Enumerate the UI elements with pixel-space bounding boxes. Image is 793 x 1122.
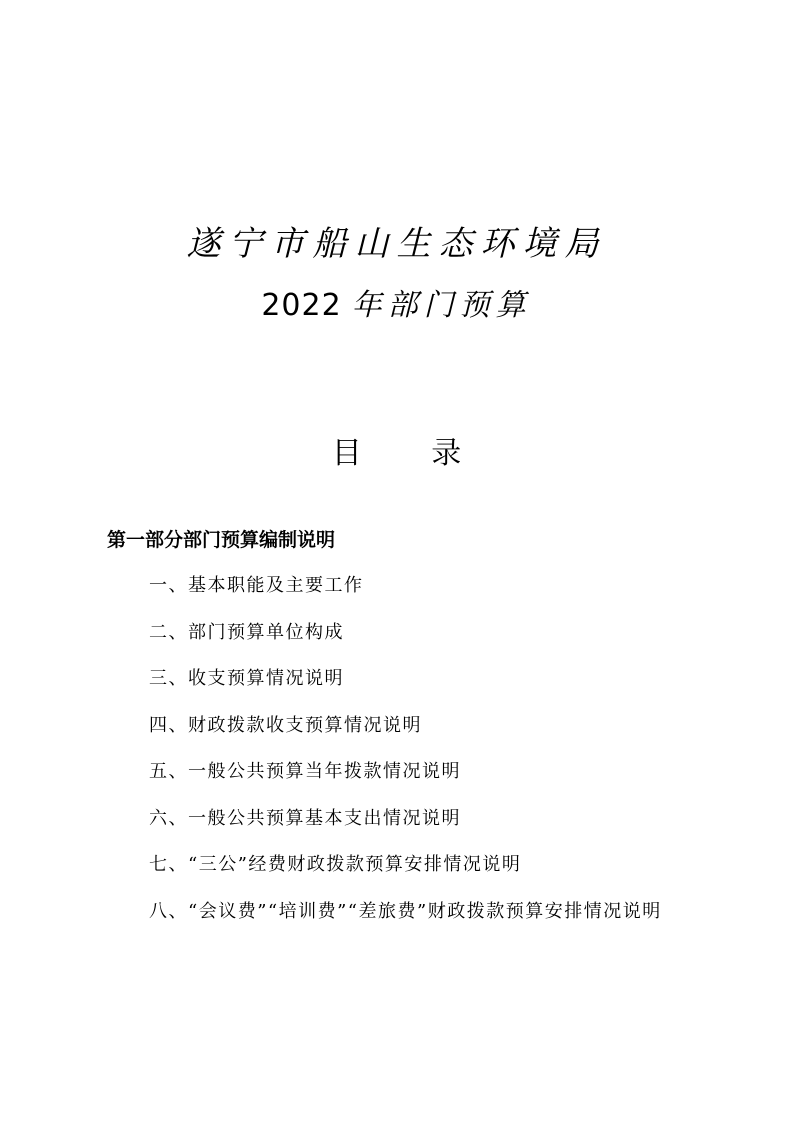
document-title-year: 2022: [261, 288, 342, 323]
toc-part-1: 第一部分部门预算编制说明: [107, 529, 336, 551]
toc-item-3: 三、收支预算情况说明: [149, 668, 344, 689]
toc-item-6: 六、一般公共预算基本支出情况说明: [149, 807, 461, 829]
toc-heading: 目 录: [331, 436, 492, 471]
toc-item-5: 五、一般公共预算当年拨款情况说明: [149, 761, 461, 782]
toc-item-4: 四、财政拨款收支预算情况说明: [149, 714, 422, 736]
toc-item-7: 七、“三公”经费财政拨款预算安排情况说明: [149, 854, 522, 875]
toc-item-8: 八、“会议费”“培训费”“差旅费”财政拨款预算安排情况说明: [149, 900, 662, 922]
toc-item-1: 一、基本职能及主要工作: [149, 575, 364, 596]
table-of-contents: [107, 525, 707, 951]
document-title-budget: [0, 280, 793, 324]
toc-item-2: 二、部门预算单位构成: [149, 621, 344, 643]
document-title-suffix: 年部门预算: [351, 288, 532, 323]
document-title-agency: 遂宁市船山生态环境局: [186, 224, 607, 264]
